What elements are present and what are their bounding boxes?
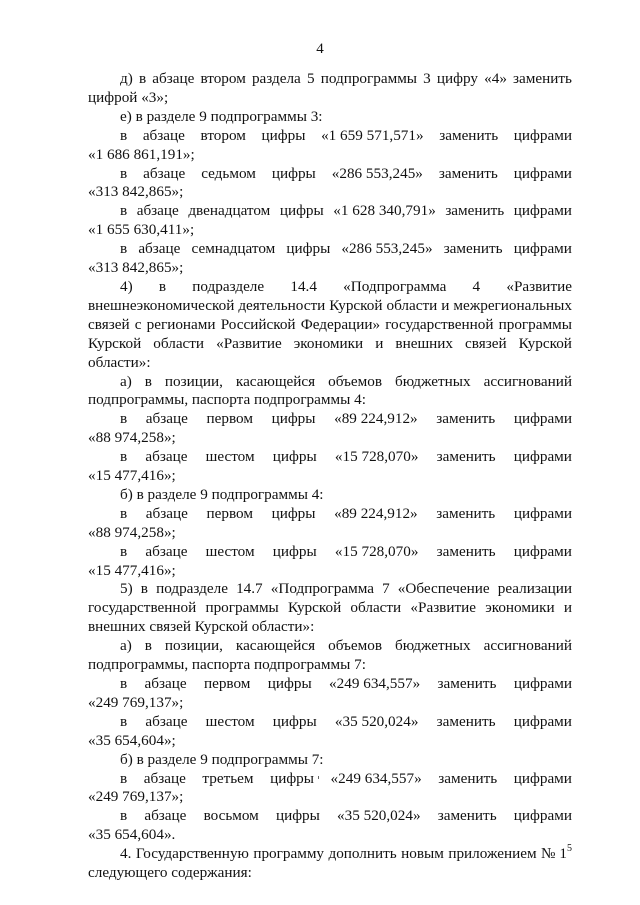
word: ассигнований (483, 372, 572, 390)
word: и (563, 599, 572, 617)
word: цифры (271, 164, 316, 182)
word: и (375, 334, 384, 352)
word: втором (200, 70, 246, 87)
word: 4 (472, 277, 481, 295)
text-line (88, 70, 572, 89)
word: в (120, 448, 128, 466)
word: седьмом (201, 164, 256, 182)
word: подразделе (156, 580, 228, 598)
word: первом (206, 410, 253, 428)
word: абзаце (138, 240, 181, 258)
word: в (120, 675, 128, 692)
word: и (441, 296, 450, 314)
word: заменить (436, 504, 496, 522)
text-line (88, 297, 572, 316)
word: Курской (287, 599, 342, 617)
word: деятельности (238, 296, 326, 314)
word: позиции, (164, 637, 223, 655)
word: «Развитие (506, 277, 572, 295)
word: цифрами (513, 448, 572, 466)
word: подразделе (192, 277, 265, 295)
text-line (88, 599, 572, 618)
word: цифрами (513, 126, 572, 144)
word: «Подпрограмма (343, 277, 447, 295)
word: государственной (88, 599, 197, 617)
appendix-superscript: 5 (566, 843, 572, 855)
word: позиции, (164, 372, 223, 390)
word: связей (465, 334, 507, 352)
word: «286 553,245» (341, 240, 433, 258)
word: раздела (251, 70, 301, 87)
word: шестом (205, 542, 255, 560)
text-line: подпрограммы, паспорта подпрограммы 7: (88, 656, 366, 674)
word: объемов (328, 637, 383, 655)
text-line: е) в разделе 9 подпрограммы 3: (120, 107, 323, 125)
word: 5) (120, 580, 133, 598)
appendix-ref (541, 845, 572, 864)
word: Курской (329, 296, 383, 314)
word: заменить (436, 542, 496, 560)
text-line: «1 655 630,411»; (88, 221, 195, 239)
text-line (88, 505, 572, 524)
document-body (88, 70, 572, 883)
word: абзаце (142, 126, 185, 144)
word: программу (253, 845, 325, 863)
word: экономики (293, 334, 364, 352)
word: в (158, 277, 167, 295)
text-line (88, 240, 572, 259)
word: «35 520,024» (334, 712, 419, 730)
word: цифры (286, 240, 331, 258)
word: бюджетных (394, 637, 471, 655)
text-line (88, 278, 572, 297)
text-line (88, 580, 572, 599)
scan-mark (318, 776, 319, 779)
word: Российской (220, 315, 296, 333)
word: 14.4 (290, 277, 317, 295)
word: цифрами (513, 202, 572, 220)
text-line (88, 543, 572, 562)
word: «1 628 340,791» (333, 202, 436, 220)
word: заменить (438, 769, 498, 787)
word: приложением (448, 845, 537, 863)
word: заменить (437, 675, 497, 692)
word: «Обеспечение (397, 580, 490, 598)
word: в (120, 807, 128, 825)
word: цифрами (513, 240, 572, 258)
word: шестом (205, 712, 255, 730)
word: области (350, 599, 402, 617)
word: «4» (484, 70, 507, 87)
word: заменить (445, 202, 505, 220)
word: абзаце (145, 712, 188, 730)
word: государственной (385, 315, 494, 333)
word: реализации (497, 580, 572, 598)
word: «89 224,912» (334, 410, 418, 428)
word: цифрами (513, 769, 572, 787)
word: в (120, 202, 128, 220)
word: в (120, 542, 128, 560)
text-line: «35 654,604». (88, 826, 176, 844)
word: области (386, 296, 438, 314)
word: цифру (436, 70, 478, 87)
word: заменить (438, 164, 498, 182)
word: экономики (485, 599, 555, 617)
word: цифры (275, 807, 320, 825)
word: «35 520,024» (337, 807, 421, 825)
text-line (88, 637, 572, 656)
word: в (120, 712, 128, 730)
word: цифры (272, 712, 317, 730)
word: первом (203, 675, 251, 692)
text-line: подпрограммы, паспорта подпрограммы 4: (88, 391, 366, 409)
word: заменить (437, 807, 497, 825)
word: в (120, 504, 128, 522)
word: «249 634,557» (329, 675, 421, 692)
word: «15 728,070» (334, 448, 419, 466)
word: 4. (120, 845, 132, 863)
word: абзаце (145, 410, 188, 428)
word: Курской (518, 334, 572, 352)
word: третьем (202, 769, 254, 787)
word: заменить (436, 448, 496, 466)
word: цифры (271, 504, 316, 522)
text-line: внешних связей Курской области»: (88, 618, 315, 636)
text-line: «313 842,865»; (88, 183, 184, 201)
text-line: области»: (88, 353, 151, 371)
text-line: «88 974,258»; (88, 429, 176, 447)
text-line (88, 410, 572, 429)
word: «89 224,912» (334, 504, 418, 522)
word: новым (401, 845, 444, 863)
word: заменить (439, 126, 499, 144)
word: в (138, 70, 147, 87)
word: объемов (328, 372, 383, 390)
text-line (88, 448, 572, 467)
word: «Подпрограмма (270, 580, 374, 598)
word: в (120, 769, 128, 787)
word: цифрами (513, 410, 572, 428)
word: абзаце (136, 202, 179, 220)
word: цифры (279, 202, 324, 220)
word: касающейся (235, 637, 316, 655)
word: 14.7 (236, 580, 263, 598)
text-line (88, 845, 572, 864)
word: восьмом (203, 807, 259, 825)
word: заменить (436, 410, 496, 428)
word: абзаце (144, 675, 187, 692)
text-line: «35 654,604»; (88, 731, 176, 749)
word: цифрами (513, 807, 572, 825)
word: абзаце (145, 542, 188, 560)
word: 4) (120, 277, 133, 295)
word: 5 (306, 70, 315, 87)
word: цифрами (513, 712, 572, 730)
text-line: «249 769,137»; (88, 788, 184, 806)
word: подпрограммы (320, 70, 418, 87)
word: «1 659 571,571» (321, 126, 424, 144)
word: в (144, 637, 152, 655)
word: Государственную (135, 845, 249, 863)
word: программы (205, 599, 279, 617)
word: семнадцатом (191, 240, 276, 258)
word: в (120, 126, 128, 144)
word: а) (120, 372, 132, 390)
text-line: «88 974,258»; (88, 523, 176, 541)
word: с (134, 315, 142, 333)
text-line: «249 769,137»; (88, 693, 184, 711)
word: ассигнований (483, 637, 572, 655)
word: цифры (272, 448, 317, 466)
word: межрегиональных (453, 296, 572, 314)
word: цифры (271, 410, 316, 428)
word: цифры (270, 769, 314, 787)
word: связей (88, 315, 130, 333)
word: цифры (267, 675, 312, 692)
word: двенадцатом (188, 202, 271, 220)
word: регионами (146, 315, 216, 333)
word: заменить (436, 712, 496, 730)
word: заменить (443, 240, 503, 258)
word: «286 553,245» (331, 164, 423, 182)
word: № (541, 845, 556, 863)
word: абзаце (145, 448, 188, 466)
text-line: «313 842,865»; (88, 259, 184, 277)
text-line (88, 770, 572, 789)
word: касающейся (235, 372, 316, 390)
word: д) (120, 70, 133, 87)
text-line (88, 316, 572, 335)
word: цифрами (513, 675, 572, 692)
word: в (120, 164, 128, 182)
word: в (120, 240, 128, 258)
word: бюджетных (394, 372, 471, 390)
word: цифрами (513, 164, 572, 182)
text-line: следующего содержания: (88, 864, 252, 882)
text-line (88, 373, 572, 392)
text-line: «1 686 861,191»; (88, 145, 195, 163)
word: абзаце (143, 164, 186, 182)
text-line: «15 477,416»; (88, 467, 176, 485)
text-line (88, 335, 572, 354)
word: «Развитие (410, 599, 476, 617)
text-line (88, 127, 572, 146)
text-line: «15 477,416»; (88, 561, 176, 579)
word: «249 634,557» (330, 769, 422, 787)
word: абзаце (144, 807, 187, 825)
word: дополнить (328, 845, 397, 863)
word: абзаце (143, 769, 186, 787)
word: области (153, 334, 205, 352)
word: первом (206, 504, 253, 522)
word: внешнеэкономической (88, 296, 235, 314)
text-line (88, 807, 572, 826)
word: 3 (423, 70, 431, 87)
word: в (140, 580, 148, 598)
word: абзаце (152, 70, 195, 87)
page-number: 4 (316, 41, 324, 57)
text-line (88, 165, 572, 184)
text-line: б) в разделе 9 подпрограммы 4: (120, 485, 324, 503)
word: программы (498, 315, 572, 333)
word: Курской (88, 334, 142, 352)
word: внешних (395, 334, 453, 352)
word: цифрами (513, 542, 572, 560)
text-line (88, 675, 572, 694)
word: 7 (382, 580, 390, 598)
text-line (88, 202, 572, 221)
word: втором (200, 126, 246, 144)
text-line (88, 713, 572, 732)
text-line: б) в разделе 9 подпрограммы 7: (120, 750, 324, 768)
word: шестом (205, 448, 255, 466)
word: цифрами (513, 504, 572, 522)
word: в (120, 410, 128, 428)
word: в (144, 372, 152, 390)
word: Федерации» (300, 315, 381, 333)
word: «15 728,070» (334, 542, 419, 560)
word: цифры (261, 126, 306, 144)
word: заменить (513, 70, 572, 87)
word: абзаце (145, 504, 188, 522)
text-line: цифрой «3»; (88, 88, 169, 106)
word: «Развитие (216, 334, 282, 352)
word: а) (120, 637, 132, 655)
word: цифры (272, 542, 317, 560)
appendix-number: 1 (559, 845, 567, 863)
